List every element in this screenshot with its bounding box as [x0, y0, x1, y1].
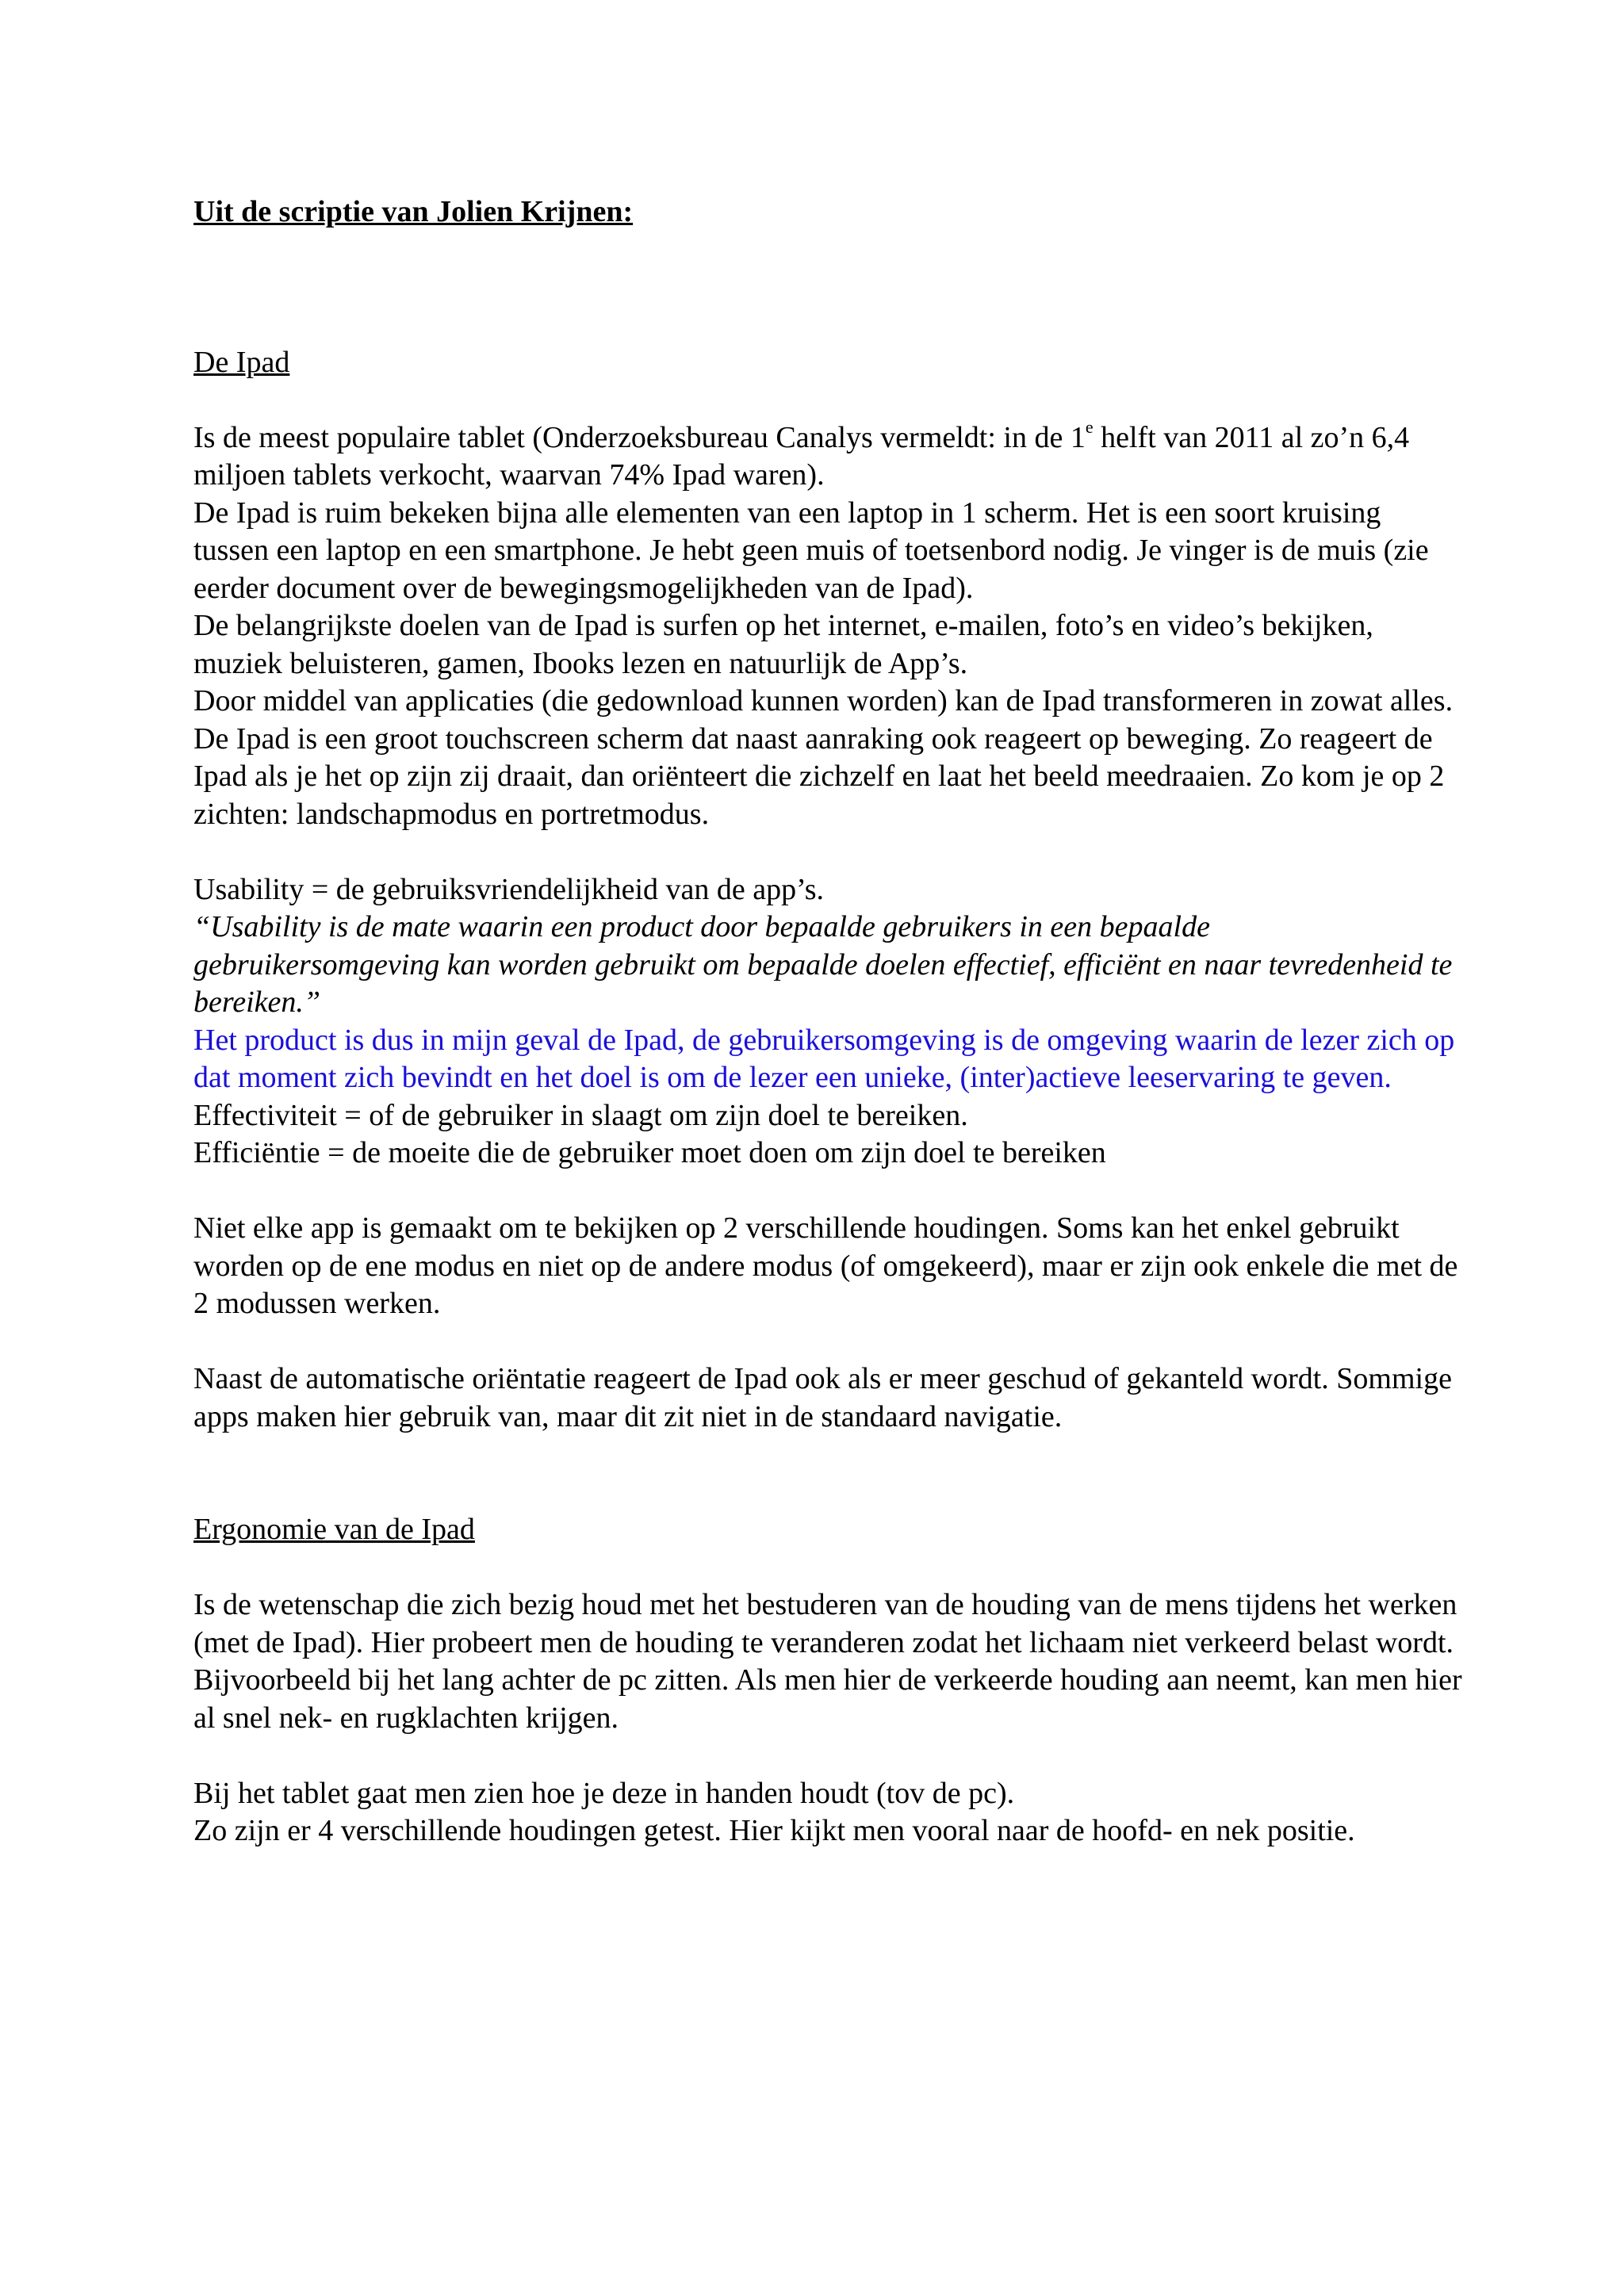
blue-note: Het product is dus in mijn geval de Ipad, de gebruikersomgeving is de omgeving waarin de lezer zich op dat moment zich bevindt en het doel is om de lezer een unieke, (inter)actieve leeservaring te geven. — [193, 1023, 1455, 1094]
paragraph-applicaties: Door middel van applicaties (die gedownload kunnen worden) kan de Ipad transformeren in zowat alles. — [193, 684, 1454, 718]
document-title: Uit de scriptie van Jolien Krijnen: — [193, 195, 634, 228]
spacer — [193, 1436, 1462, 1511]
spacer — [193, 1323, 1462, 1361]
intro-paragraph — [193, 416, 1462, 495]
spacer — [193, 232, 1462, 344]
section-heading-de-ipad: De Ipad — [193, 345, 290, 379]
paragraph-touchscreen: De Ipad is een groot touchscreen scherm dat naast aanraking ook reageert op beweging. Zo reageert de Ipad als je het op zijn zij draait, dan oriënteert die zichzelf en laat het beeld meedraaien. Zo kom je op 2 zichten: landschapmodus en portretmodus. — [193, 721, 1445, 831]
paragraph-modes: Niet elke app is gemaakt om te bekijken op 2 verschillende houdingen. Soms kan het enkel gebruikt worden op de ene modus en niet op de andere modus (of omgekeerd), maar er zijn ook enkele die met de 2 modussen werken. — [193, 1211, 1458, 1320]
paragraph-houdingen-getest: Zo zijn er 4 verschillende houdingen getest. Hier kijkt men vooral naar de hoofd- en nek positie. — [193, 1814, 1355, 1847]
spacer — [193, 1737, 1462, 1775]
spacer — [193, 833, 1462, 871]
spacer — [193, 1549, 1462, 1587]
paragraph-laptop: De Ipad is ruim bekeken bijna alle elementen van een laptop in 1 scherm. Het is een soort kruising tussen een laptop en een smartphone. Je hebt geen muis of toetsenbord nodig. Je vinger is de muis (zie eerder document over de bewegingsmogelijkheden van de Ipad). — [193, 496, 1429, 605]
paragraph-orientation: Naast de automatische oriëntatie reageert de Ipad ook als er meer geschud of gekanteld wordt. Sommige apps maken hier gebruik van, maar dit zit niet in de standaard navigatie. — [193, 1362, 1452, 1433]
spacer — [193, 1173, 1462, 1211]
efficientie-definition: Efficiëntie = de moeite die de gebruiker moet doen om zijn doel te bereiken — [193, 1136, 1106, 1169]
intro-text-part2: helft van 2011 al zo’n 6,4 miljoen tablets verkocht, waarvan 74% Ipad waren). — [193, 420, 1410, 492]
paragraph-tablet-houding: Bij het tablet gaat men zien hoe je deze in handen houdt (tov de pc). — [193, 1776, 1015, 1810]
paragraph-ergonomie: Is de wetenschap die zich bezig houd met het bestuderen van de houding van de mens tijdens het werken (met de Ipad). Hier probeert men de houding te veranderen zodat het lichaam niet verkeerd belast wordt. Bijvoorbeeld bij het lang achter de pc zitten. Als men hier de verkeerde houding aan neemt, kan men hier al snel nek- en rugklachten krijgen. — [193, 1588, 1462, 1735]
section-heading-ergonomie: Ergonomie van de Ipad — [193, 1513, 475, 1546]
spacer — [193, 381, 1462, 419]
paragraph-doelen: De belangrijkste doelen van de Ipad is surfen op het internet, e-mailen, foto’s en video’s bekijken, muziek beluisteren, gamen, Ibooks lezen en natuurlijk de App’s. — [193, 609, 1373, 680]
usability-quote: “Usability is de mate waarin een product door bepaalde gebruikers in een bepaalde gebruikersomgeving kan worden gebruikt om bepaalde doelen effectief, efficiënt en naar tevredenheid te bereiken.” — [193, 910, 1453, 1019]
usability-definition: Usability = de gebruiksvriendelijkheid van de app’s. — [193, 872, 824, 906]
effectiviteit-definition: Effectiviteit = of de gebruiker in slaagt om zijn doel te bereiken. — [193, 1098, 968, 1132]
intro-superscript: e — [1085, 416, 1094, 437]
intro-text-part1: Is de meest populaire tablet (Onderzoeksbureau Canalys vermeldt: in de 1 — [193, 420, 1086, 454]
document-page — [193, 193, 1462, 1850]
